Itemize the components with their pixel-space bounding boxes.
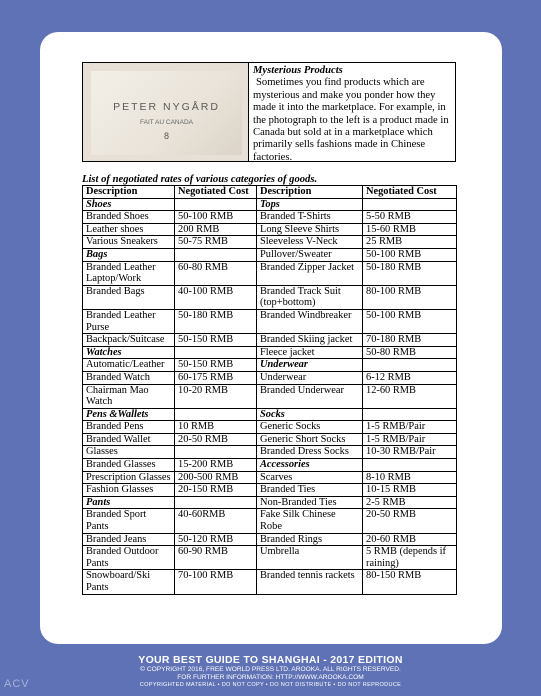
cost-cell: 70-180 RMB (363, 334, 457, 347)
footer-notice: COPYRIGHTED MATERIAL • DO NOT COPY • DO NOT DISTRIBUTE • DO NOT REPRODUCE (139, 682, 402, 688)
cost-cell: 50-100 RMB (363, 309, 457, 333)
description-cell: Fleece jacket (257, 346, 363, 359)
cost-cell: 50-100 RMB (363, 248, 457, 261)
description-cell: Branded Shoes (83, 211, 175, 224)
category-cell: Tops (257, 198, 363, 211)
cost-cell (175, 198, 257, 211)
cost-cell: 200 RMB (175, 223, 257, 236)
description-cell: Branded Wallet (83, 433, 175, 446)
description-cell: Leather shoes (83, 223, 175, 236)
cost-cell: 20-50 RMB (175, 433, 257, 446)
cost-cell: 6-12 RMB (363, 371, 457, 384)
description-cell: Branded Glasses (83, 459, 175, 472)
category-cell: Shoes (83, 198, 175, 211)
cost-cell: 60-80 RMB (175, 261, 257, 285)
cost-cell: 10-30 RMB/Pair (363, 446, 457, 459)
cost-cell: 12-60 RMB (363, 384, 457, 408)
description-cell: Branded Dress Socks (257, 446, 363, 459)
cost-cell: 50-180 RMB (175, 309, 257, 333)
description-cell: Underwear (257, 371, 363, 384)
description-cell: Branded Skiing jacket (257, 334, 363, 347)
table-row (83, 346, 457, 359)
table-row (83, 371, 457, 384)
table-row (83, 334, 457, 347)
description-cell: Generic Short Socks (257, 433, 363, 446)
table-row (83, 546, 457, 570)
cost-cell: 80-150 RMB (363, 570, 457, 594)
description-cell: Branded Leather Laptop/Work (83, 261, 175, 285)
cost-cell: 15-200 RMB (175, 459, 257, 472)
category-cell: Watches (83, 346, 175, 359)
description-cell: Branded Ties (257, 484, 363, 497)
cost-cell: 25 RMB (363, 236, 457, 249)
category-cell: Pants (83, 496, 175, 509)
intro-title: Mysterious Products (253, 65, 343, 76)
description-cell: Branded Zipper Jacket (257, 261, 363, 285)
description-cell: Branded Watch (83, 371, 175, 384)
label-size: 8 (163, 131, 169, 141)
intro-text (249, 63, 455, 161)
cost-cell: 20-50 RMB (363, 509, 457, 533)
clothing-label-photo (83, 63, 249, 161)
table-row (83, 261, 457, 285)
rates-body (83, 198, 457, 594)
cost-cell: 50-80 RMB (363, 346, 457, 359)
cost-cell: 20-150 RMB (175, 484, 257, 497)
label-tag (91, 71, 242, 155)
description-cell: Sleeveless V-Neck (257, 236, 363, 249)
cost-cell: 10-20 RMB (175, 384, 257, 408)
table-row (83, 236, 457, 249)
description-cell: Pullover/Sweater (257, 248, 363, 261)
description-cell: Automatic/Leather (83, 359, 175, 372)
cost-cell (175, 446, 257, 459)
cost-cell: 50-180 RMB (363, 261, 457, 285)
header-cost-right: Negotiated Cost (363, 186, 457, 199)
cost-cell: 60-175 RMB (175, 371, 257, 384)
cost-cell (363, 459, 457, 472)
table-row (83, 533, 457, 546)
label-origin: FAIT AU CANADA (140, 119, 193, 126)
description-cell: Scarves (257, 471, 363, 484)
description-cell: Glasses (83, 446, 175, 459)
table-row (83, 359, 457, 372)
cost-cell (175, 346, 257, 359)
table-row (83, 570, 457, 594)
description-cell: Generic Socks (257, 421, 363, 434)
header-description-right: Description (257, 186, 363, 199)
table-header-row (83, 186, 457, 199)
table-row (83, 198, 457, 211)
header-cost-left: Negotiated Cost (175, 186, 257, 199)
intro-box (82, 62, 456, 162)
cost-cell: 50-150 RMB (175, 359, 257, 372)
description-cell: Non-Branded Ties (257, 496, 363, 509)
footer (0, 654, 541, 689)
description-cell: Fashion Glasses (83, 484, 175, 497)
table-row (83, 421, 457, 434)
description-cell: Branded Underwear (257, 384, 363, 408)
cost-cell: 5-50 RMB (363, 211, 457, 224)
cost-cell: 80-100 RMB (363, 285, 457, 309)
description-cell: Branded Outdoor Pants (83, 546, 175, 570)
cost-cell: 50-100 RMB (175, 211, 257, 224)
table-row (83, 384, 457, 408)
description-cell: Branded Jeans (83, 533, 175, 546)
description-cell: Backpack/Suitcase (83, 334, 175, 347)
category-cell: Pens &Wallets (83, 408, 175, 421)
cost-cell: 20-60 RMB (363, 533, 457, 546)
table-row (83, 408, 457, 421)
cost-cell: 50-120 RMB (175, 533, 257, 546)
table-row (83, 509, 457, 533)
description-cell: Branded tennis rackets (257, 570, 363, 594)
description-cell: Branded Bags (83, 285, 175, 309)
table-row (83, 459, 457, 472)
cost-cell: 70-100 RMB (175, 570, 257, 594)
table-row (83, 433, 457, 446)
description-cell: Branded Rings (257, 533, 363, 546)
table-row (83, 309, 457, 333)
cost-cell (363, 359, 457, 372)
description-cell: Fake Silk Chinese Robe (257, 509, 363, 533)
description-cell: Prescription Glasses (83, 471, 175, 484)
table-row (83, 471, 457, 484)
table-row (83, 484, 457, 497)
description-cell: Branded T-Shirts (257, 211, 363, 224)
cost-cell: 1-5 RMB/Pair (363, 421, 457, 434)
cost-cell (363, 198, 457, 211)
description-cell: Branded Sport Pants (83, 509, 175, 533)
description-cell: Snowboard/Ski Pants (83, 570, 175, 594)
cost-cell: 15-60 RMB (363, 223, 457, 236)
cost-cell: 10-15 RMB (363, 484, 457, 497)
description-cell: Long Sleeve Shirts (257, 223, 363, 236)
cost-cell (175, 408, 257, 421)
cost-cell: 50-75 RMB (175, 236, 257, 249)
footer-title: YOUR BEST GUIDE TO SHANGHAI - 2017 EDITION (138, 654, 403, 666)
description-cell: Various Sneakers (83, 236, 175, 249)
cost-cell: 50-150 RMB (175, 334, 257, 347)
table-row (83, 223, 457, 236)
intro-body: Sometimes you find products which are mysterious and make you ponder how they made it into the marketplace. For example, in the photograph to the left is a product made in Canada but sold at in a marketplace which primarily sells fashions made in Chinese factories. (253, 77, 449, 163)
label-brand: PETER NYGÅRD (113, 101, 220, 113)
cost-cell (363, 408, 457, 421)
cost-cell: 60-90 RMB (175, 546, 257, 570)
description-cell: Chairman Mao Watch (83, 384, 175, 408)
cost-cell (175, 248, 257, 261)
table-row (83, 446, 457, 459)
category-cell: Bags (83, 248, 175, 261)
category-cell: Socks (257, 408, 363, 421)
cost-cell: 40-60RMB (175, 509, 257, 533)
description-cell: Branded Pens (83, 421, 175, 434)
description-cell: Umbrella (257, 546, 363, 570)
cost-cell: 200-500 RMB (175, 471, 257, 484)
cost-cell: 8-10 RMB (363, 471, 457, 484)
table-row (83, 496, 457, 509)
table-caption: List of negotiated rates of various categories of goods. (82, 174, 318, 185)
cost-cell: 10 RMB (175, 421, 257, 434)
footer-info: FOR FURTHER INFORMATION: HTTP://WWW.AROOKA.COM (177, 674, 364, 681)
cost-cell: 40-100 RMB (175, 285, 257, 309)
description-cell: Branded Track Suit (top+bottom) (257, 285, 363, 309)
category-cell: Underwear (257, 359, 363, 372)
table-row (83, 211, 457, 224)
rates-table (82, 185, 457, 595)
cost-cell: 2-5 RMB (363, 496, 457, 509)
category-cell: Accessories (257, 459, 363, 472)
cost-cell: 5 RMB (depends if raining) (363, 546, 457, 570)
table-row (83, 248, 457, 261)
description-cell: Branded Leather Purse (83, 309, 175, 333)
corner-mark: ACV (4, 678, 30, 690)
footer-copyright: © COPYRIGHT 2016, FREE WORLD PRESS LTD. AROOKA. ALL RIGHTS RESERVED. (140, 666, 401, 673)
description-cell: Branded Windbreaker (257, 309, 363, 333)
header-description-left: Description (83, 186, 175, 199)
cost-cell (175, 496, 257, 509)
table-row (83, 285, 457, 309)
cost-cell: 1-5 RMB/Pair (363, 433, 457, 446)
